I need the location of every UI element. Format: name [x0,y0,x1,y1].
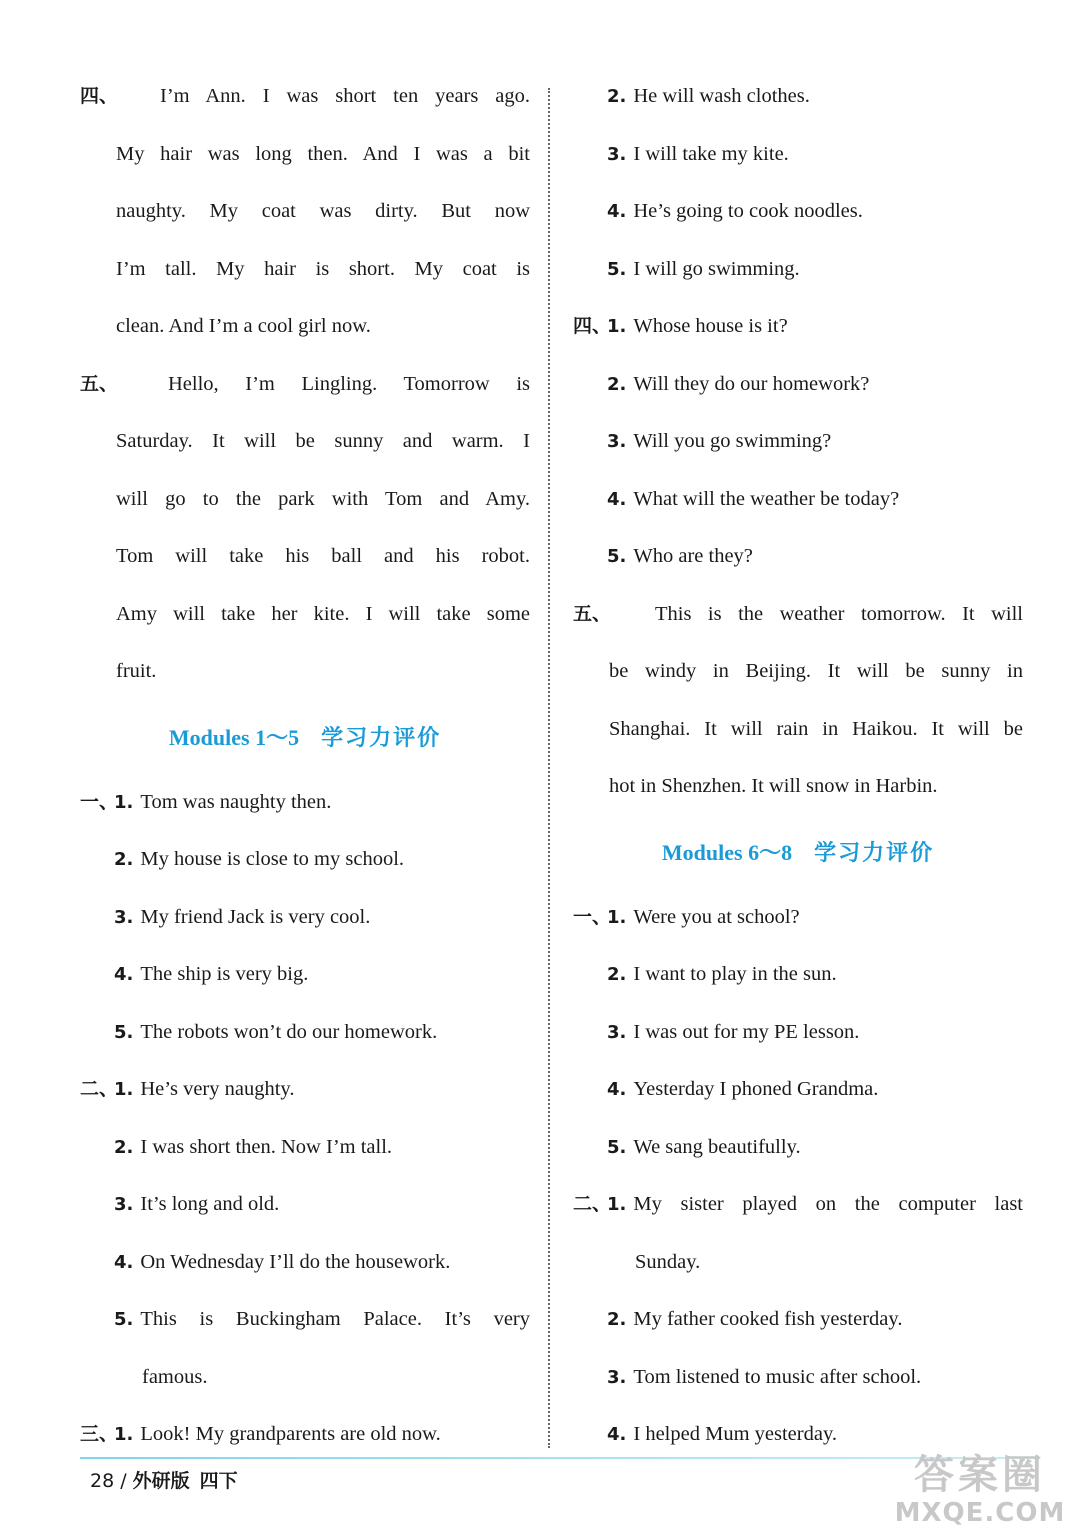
section-heading-title: 学习力评价 [321,725,442,751]
answer-text: My friend Jack is very cool. [140,905,371,928]
answer-line [573,1061,1023,1119]
answer-text: I’m Ann. I was short ten years ago. [160,85,530,107]
answer-line [80,68,530,126]
answer-line [80,241,530,299]
item-number: 3. [607,431,627,452]
page-number: 28 [90,1470,115,1492]
answer-text: Who are they? [633,545,753,567]
item-number: 2. [607,1309,627,1330]
answer-text: I want to play in the sun. [633,963,837,985]
answer-line [80,1406,530,1464]
answer-line [573,126,1023,184]
answer-text: Shanghai. It will rain in Haikou. It will be [609,717,1023,740]
section-marker: 二、 [80,1078,119,1100]
answer-line [573,946,1023,1004]
answer-line [80,774,530,832]
answer-line [573,1004,1023,1062]
answer-text: Tom was naughty then. [140,790,332,813]
answer-line [80,1349,530,1407]
right-column [573,68,1023,1464]
section-heading [80,701,530,774]
answer-text: Tom listened to music after school. [633,1365,922,1388]
answer-line [80,298,530,356]
item-number: 4. [607,201,627,222]
item-number: 5. [607,258,627,280]
item-number: 5. [114,1309,134,1330]
answer-text: will go to the park with Tom and Amy. [116,487,530,510]
answer-text: I will take my kite. [633,142,789,165]
answer-text: Look! My grandparents are old now. [140,1423,441,1445]
item-number: 1. [607,906,627,928]
answer-line [80,356,530,414]
answer-text: This is Buckingham Palace. It’s very [140,1308,530,1330]
answer-text: My sister played on the computer last [633,1193,1023,1215]
answer-text: Sunday. [635,1250,701,1273]
answer-line [80,586,530,644]
answer-text: On Wednesday I’ll do the housework. [140,1250,451,1273]
answer-text: I helped Mum yesterday. [633,1423,837,1445]
answer-line [80,183,530,241]
answer-line [573,528,1023,586]
answer-line [573,701,1023,759]
answer-line [80,1119,530,1177]
answer-line [573,68,1023,126]
item-number: 3. [114,1194,134,1215]
answer-line [573,1176,1023,1234]
answer-text: Will you go swimming? [633,430,832,452]
answer-line [573,471,1023,529]
answer-line [573,1119,1023,1177]
answer-text: What will the weather be today? [633,487,900,510]
section-marker: 一、 [80,790,119,813]
section-marker: 四、 [80,85,119,107]
answer-line [573,1349,1023,1407]
answer-text: Yesterday I phoned Grandma. [633,1078,879,1100]
answer-line [573,758,1023,816]
answer-text: Saturday. It will be sunny and warm. I [116,430,530,452]
grade-label: 四下 [199,1470,238,1492]
item-number: 1. [607,316,627,337]
answer-line [80,1061,530,1119]
answer-line [80,1176,530,1234]
answer-line [573,241,1023,299]
item-number: 5. [607,1136,627,1158]
answer-text: fruit. [116,660,157,682]
answer-line [80,126,530,184]
answer-line [573,889,1023,947]
footer-slash: / [120,1470,127,1492]
item-number: 5. [607,546,627,567]
answer-text: It’s long and old. [140,1193,280,1215]
section-marker: 四、 [573,315,612,337]
answer-text: I’m tall. My hair is short. My coat is [116,257,530,280]
section-marker: 一、 [573,905,612,928]
answer-text: I was short then. Now I’m tall. [140,1135,393,1158]
item-number: 4. [607,488,627,510]
section-marker: 二、 [573,1193,612,1215]
answer-text: Amy will take her kite. I will take some [116,602,530,625]
section-marker: 五、 [80,372,119,395]
item-number: 3. [607,1366,627,1388]
section-marker: 三、 [80,1423,119,1445]
answer-text: He will wash clothes. [633,85,810,107]
item-number: 4. [607,1079,627,1100]
column-divider [548,88,550,1448]
answer-line [80,1004,530,1062]
answer-text: clean. And I’m a cool girl now. [116,315,371,337]
answer-text: The robots won’t do our homework. [140,1020,438,1043]
answer-text: Were you at school? [633,905,800,928]
item-number: 3. [607,1021,627,1043]
edition-label: 外研版 [132,1470,190,1492]
item-number: 1. [607,1194,627,1215]
item-number: 5. [114,1021,134,1043]
section-heading-modules: Modules 6～8 [661,839,793,865]
item-number: 4. [114,1251,134,1273]
page-footer [90,1466,238,1493]
item-number: 4. [607,1424,627,1445]
section-marker: 五、 [573,602,612,625]
answer-text: be windy in Beijing. It will be sunny in [609,660,1023,682]
answer-text: I was out for my PE lesson. [633,1020,860,1043]
item-number: 1. [114,1079,134,1100]
answer-text: naughty. My coat was dirty. But now [116,200,530,222]
answer-text: hot in Shenzhen. It will snow in Harbin. [609,775,938,797]
answer-text: Tom will take his ball and his robot. [116,545,530,567]
answer-text: I will go swimming. [633,257,800,280]
answer-text: My house is close to my school. [140,848,405,870]
item-number: 1. [114,1424,134,1445]
section-heading [573,816,1023,889]
answer-text: famous. [142,1365,208,1388]
answer-line [573,183,1023,241]
answer-line [80,1234,530,1292]
watermark-top: 答案圈 [914,1452,1046,1498]
item-number: 2. [607,373,627,395]
item-number: 2. [114,849,134,870]
answer-line [573,298,1023,356]
answer-text: He’s very naughty. [140,1078,295,1100]
answer-text: We sang beautifully. [633,1135,801,1158]
answer-line [80,831,530,889]
answer-line [80,643,530,701]
answer-text: Will they do our homework? [633,372,870,395]
answer-text: Whose house is it? [633,315,788,337]
item-number: 2. [607,86,627,107]
answer-line [573,1291,1023,1349]
left-column [80,68,530,1464]
answer-line [573,643,1023,701]
item-number: 2. [114,1136,134,1158]
watermark-bottom: MXQE.COM [894,1498,1066,1528]
answer-line [80,946,530,1004]
item-number: 3. [114,906,134,928]
watermark-logo [885,1452,1075,1536]
answer-text: My father cooked fish yesterday. [633,1308,903,1330]
answer-line [573,413,1023,471]
answer-line [80,528,530,586]
section-heading-title: 学习力评价 [814,840,935,866]
item-number: 4. [114,964,134,985]
item-number: 3. [607,143,627,165]
answer-line [573,356,1023,414]
answer-text: The ship is very big. [140,963,309,985]
answer-text: My hair was long then. And I was a bit [116,142,530,165]
answer-line [80,471,530,529]
item-number: 2. [607,964,627,985]
answer-text: He’s going to cook noodles. [633,200,863,222]
answer-text: This is the weather tomorrow. It will [655,602,1023,625]
answer-line [573,586,1023,644]
answer-line [80,1291,530,1349]
answer-line [573,1234,1023,1292]
answer-line [80,413,530,471]
answer-text: Hello, I’m Lingling. Tomorrow is [168,372,530,395]
section-heading-modules: Modules 1～5 [168,724,300,750]
item-number: 1. [114,791,134,813]
answer-line [80,889,530,947]
